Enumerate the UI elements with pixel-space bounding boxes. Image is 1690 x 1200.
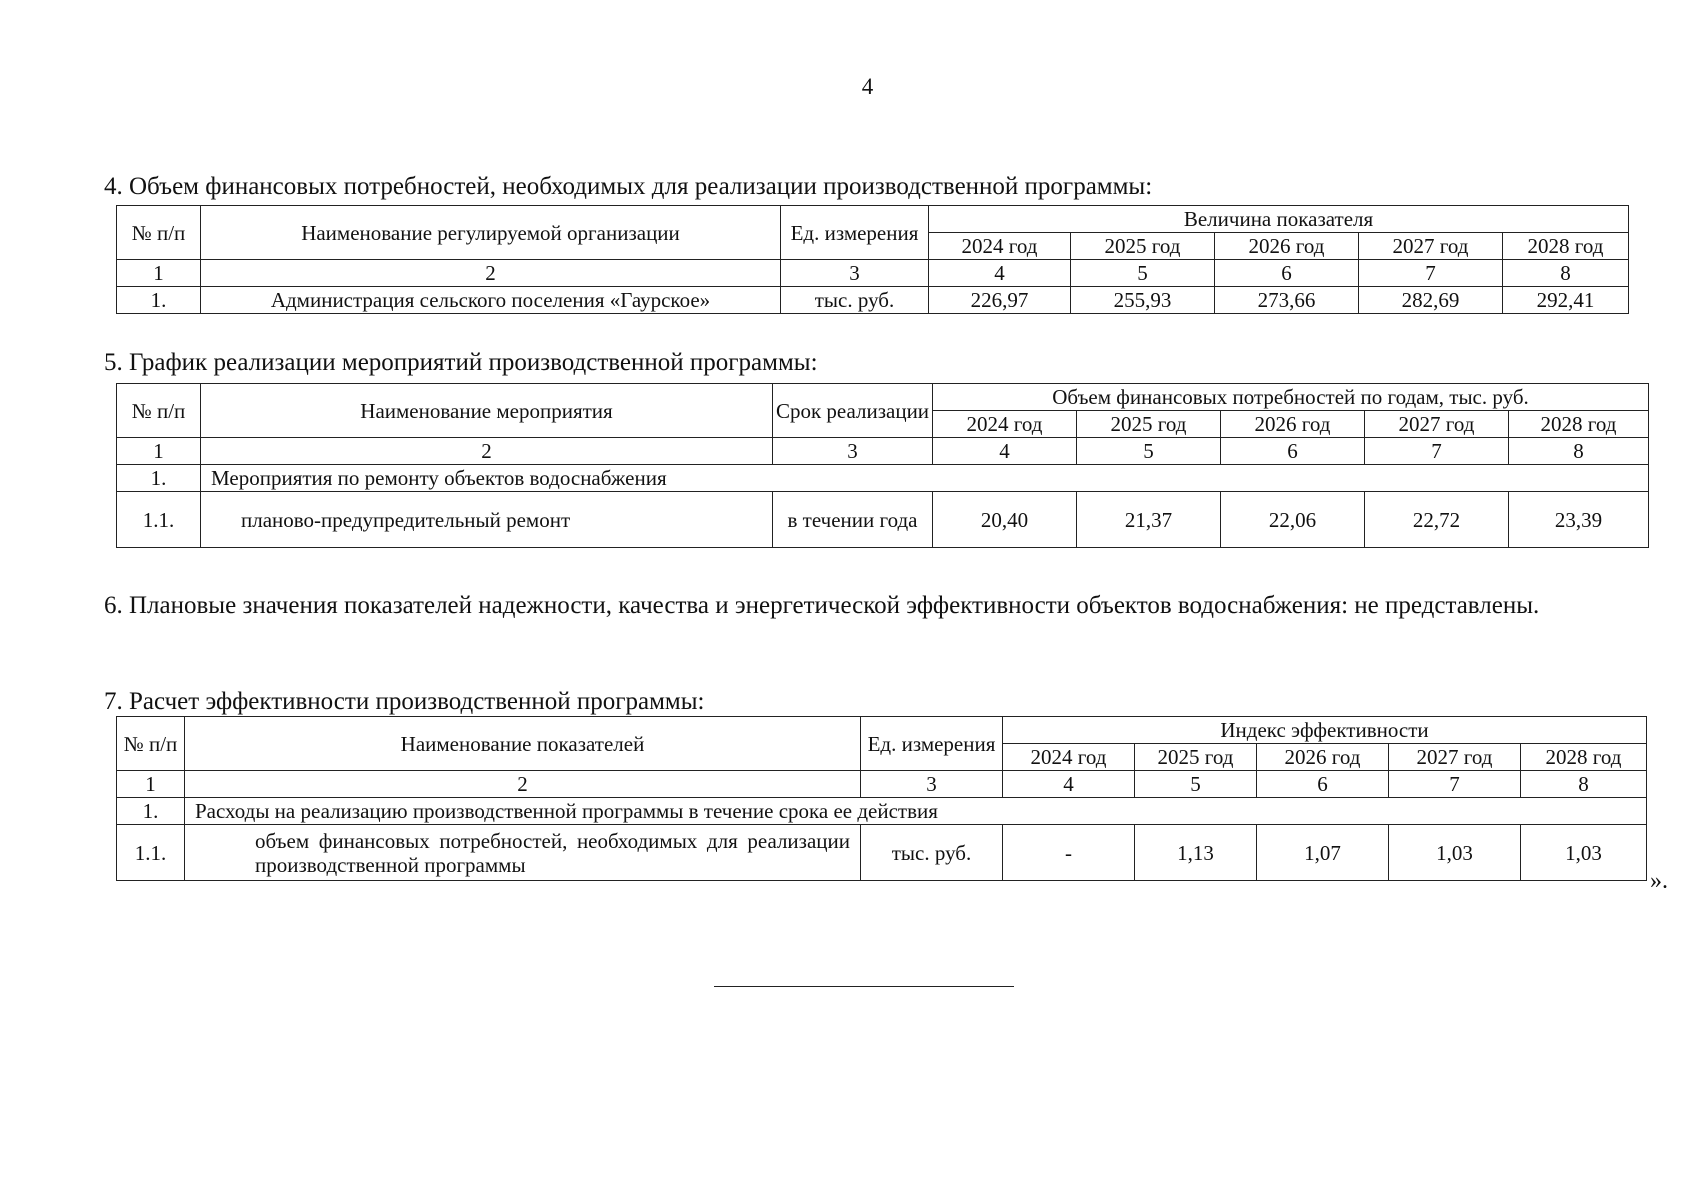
header-num: № п/п xyxy=(117,206,201,260)
efficiency-table xyxy=(116,716,1647,881)
header-financial-volume: Объем финансовых потребностей по годам, тыс. руб. xyxy=(933,384,1649,411)
col-number: 4 xyxy=(929,260,1071,287)
section-5-heading: 5. График реализации мероприятий производственной программы: xyxy=(104,349,818,376)
row-unit: тыс. руб. xyxy=(781,287,929,314)
col-number: 1 xyxy=(117,260,201,287)
header-term: Срок реализации xyxy=(773,384,933,438)
col-number: 8 xyxy=(1503,260,1629,287)
table-row xyxy=(117,287,1629,314)
col-number: 4 xyxy=(933,438,1077,465)
value-cell: 20,40 xyxy=(933,492,1077,548)
header-year: 2024 год xyxy=(929,233,1071,260)
row-num: 1. xyxy=(117,287,201,314)
header-year: 2025 год xyxy=(1071,233,1215,260)
value-cell: 22,06 xyxy=(1221,492,1365,548)
col-number: 3 xyxy=(773,438,933,465)
header-year: 2028 год xyxy=(1509,411,1649,438)
schedule-table xyxy=(116,383,1649,548)
header-year: 2025 год xyxy=(1077,411,1221,438)
col-number: 8 xyxy=(1509,438,1649,465)
value-cell: 22,72 xyxy=(1365,492,1509,548)
header-year: 2026 год xyxy=(1215,233,1359,260)
header-year: 2024 год xyxy=(933,411,1077,438)
page-number: 4 xyxy=(861,74,874,99)
row-num: 1.1. xyxy=(117,825,185,881)
header-year: 2028 год xyxy=(1503,233,1629,260)
header-indicators: Наименование показателей xyxy=(185,717,861,771)
section-6-paragraph: 6. Плановые значения показателей надежности, качества и энергетической эффективности объектов водоснабжения: не представлены. xyxy=(104,592,1540,619)
group-label: Мероприятия по ремонту объектов водоснабжения xyxy=(201,465,1649,492)
header-num: № п/п xyxy=(117,717,185,771)
value-cell: 282,69 xyxy=(1359,287,1503,314)
header-efficiency-index: Индекс эффективности xyxy=(1003,717,1647,744)
col-number: 2 xyxy=(201,260,781,287)
col-number: 1 xyxy=(117,771,185,798)
col-number: 7 xyxy=(1389,771,1521,798)
header-year: 2027 год xyxy=(1389,744,1521,771)
col-number: 7 xyxy=(1359,260,1503,287)
value-cell: 1,07 xyxy=(1257,825,1389,881)
col-number: 3 xyxy=(861,771,1003,798)
indicator-name: объем финансовых потребностей, необходимых для реализации производственной программы xyxy=(185,825,861,881)
value-cell: 1,13 xyxy=(1135,825,1257,881)
col-number: 2 xyxy=(201,438,773,465)
header-num: № п/п xyxy=(117,384,201,438)
value-cell: 23,39 xyxy=(1509,492,1649,548)
header-year: 2024 год xyxy=(1003,744,1135,771)
col-number: 3 xyxy=(781,260,929,287)
value-cell: 226,97 xyxy=(929,287,1071,314)
col-number: 6 xyxy=(1257,771,1389,798)
table-row xyxy=(117,825,1647,881)
header-year: 2028 год xyxy=(1521,744,1647,771)
organization-name: Администрация сельского поселения «Гаурское» xyxy=(201,287,781,314)
col-number: 6 xyxy=(1221,438,1365,465)
table-group-row xyxy=(117,465,1649,492)
col-number: 5 xyxy=(1071,260,1215,287)
table-group-row xyxy=(117,798,1647,825)
header-year: 2025 год xyxy=(1135,744,1257,771)
header-measure: Наименование мероприятия xyxy=(201,384,773,438)
header-year: 2026 год xyxy=(1257,744,1389,771)
col-number: 5 xyxy=(1077,438,1221,465)
header-organization: Наименование регулируемой организации xyxy=(201,206,781,260)
col-number: 1 xyxy=(117,438,201,465)
value-cell: 1,03 xyxy=(1521,825,1647,881)
row-unit: тыс. руб. xyxy=(861,825,1003,881)
value-cell: 273,66 xyxy=(1215,287,1359,314)
header-year: 2027 год xyxy=(1359,233,1503,260)
group-label: Расходы на реализацию производственной программы в течение срока ее действия xyxy=(185,798,1647,825)
value-cell: 255,93 xyxy=(1071,287,1215,314)
header-unit: Ед. измерения xyxy=(861,717,1003,771)
col-number: 6 xyxy=(1215,260,1359,287)
col-number: 7 xyxy=(1365,438,1509,465)
value-cell: 21,37 xyxy=(1077,492,1221,548)
header-unit: Ед. измерения xyxy=(781,206,929,260)
section-4-heading: 4. Объем финансовых потребностей, необходимых для реализации производственной программы: xyxy=(104,173,1153,200)
measure-name: планово-предупредительный ремонт xyxy=(201,492,773,548)
col-number: 2 xyxy=(185,771,861,798)
value-cell: 1,03 xyxy=(1389,825,1521,881)
section-7-heading: 7. Расчет эффективности производственной программы: xyxy=(104,688,705,715)
header-year: 2026 год xyxy=(1221,411,1365,438)
end-divider xyxy=(714,986,1014,987)
col-number: 5 xyxy=(1135,771,1257,798)
table-row xyxy=(117,492,1649,548)
header-year: 2027 год xyxy=(1365,411,1509,438)
group-num: 1. xyxy=(117,465,201,492)
row-num: 1.1. xyxy=(117,492,201,548)
financial-needs-table xyxy=(116,205,1629,314)
group-num: 1. xyxy=(117,798,185,825)
value-cell: - xyxy=(1003,825,1135,881)
col-number: 8 xyxy=(1521,771,1647,798)
value-cell: 292,41 xyxy=(1503,287,1629,314)
closing-quote: ». xyxy=(1650,868,1668,894)
col-number: 4 xyxy=(1003,771,1135,798)
row-term: в течении года xyxy=(773,492,933,548)
header-indicator-value: Величина показателя xyxy=(929,206,1629,233)
